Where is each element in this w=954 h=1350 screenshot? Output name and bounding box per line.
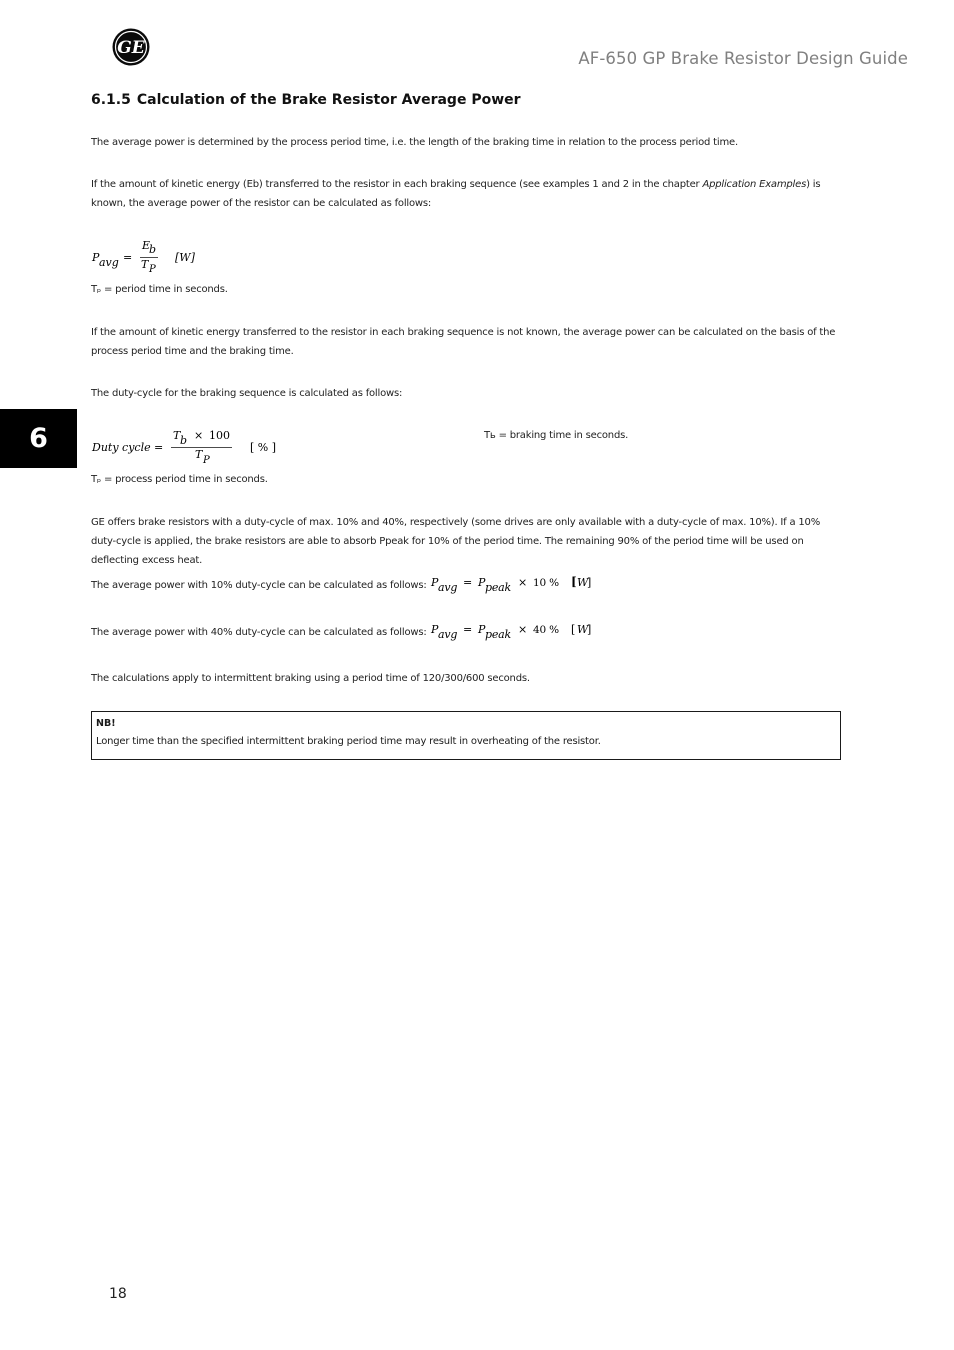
paragraph-intermittent-braking: The calculations apply to intermittent braking using a period time of 120/300/600 seconds. — [91, 673, 530, 684]
eq2-numerator-sub: b — [180, 434, 188, 447]
eq1-lhs: P — [92, 251, 100, 264]
eq3-percent: 10 % — [532, 577, 559, 589]
eq3-lhs: P — [430, 576, 438, 589]
eq4-unit-close: ] — [586, 623, 591, 636]
eq1-denominator: T — [141, 258, 149, 271]
chapter-tab: 6 — [0, 409, 77, 468]
paragraph-kinetic-energy-known — [91, 175, 843, 213]
page-number: 18 — [109, 1286, 127, 1302]
eq3-unit-open: [ — [570, 575, 577, 589]
eq2-unit: [ % ] — [250, 441, 277, 454]
tb-definition: Tь = braking time in seconds. — [484, 430, 629, 441]
eq1-equals: = — [123, 251, 133, 264]
eq4-rhs-sub: peak — [484, 628, 511, 641]
eq4-percent: 40 % — [532, 624, 559, 636]
eq4-lhs-sub: avg — [437, 628, 457, 641]
application-examples-ref: Application Examples — [702, 179, 807, 190]
eq2-denominator-sub: P — [203, 455, 210, 466]
equation-average-power — [91, 238, 211, 276]
paragraph-text: If the amount of kinetic energy (Eb) transferred to the resistor in each braking sequence (see examples 1 and 2 in the chapter — [91, 179, 703, 190]
eq3-unit-w: W — [576, 576, 588, 589]
eq3-rhs-sub: peak — [484, 581, 511, 594]
paragraph-text: The average power with 40% duty-cycle can be calculated as follows: — [91, 626, 427, 638]
eq2-times: × — [194, 429, 204, 442]
eq4-times: × — [517, 623, 527, 636]
eq2-equals: = — [154, 441, 164, 454]
paragraph-average-power: The average power is determined by the process period time, i.e. the length of the braking time in relation to the process period time. — [91, 137, 738, 148]
section-number: 6.1.5 — [91, 92, 131, 108]
paragraph-text: ) is known, the average power of the resistor can be calculated as follows: — [91, 179, 821, 209]
paragraph-text: The average power with 10% duty-cycle can be calculated as follows: — [91, 579, 427, 591]
eq2-denominator: T — [195, 448, 203, 461]
section-title: Calculation of the Brake Resistor Average Power — [136, 92, 521, 108]
eq3-times: × — [517, 576, 527, 589]
ge-logo — [112, 28, 150, 66]
equation-40-percent — [429, 621, 599, 643]
eq4-unit-open: [ — [570, 623, 575, 636]
eq3-rhs: P — [477, 576, 485, 589]
paragraph-ge-brake-resistors: GE offers brake resistors with a duty-cycle of max. 10% and 40%, respectively (some drives are only available with a duty-cycle of max. 10%). If a 10% duty-cycle is applied, the brake resistors are able to absorb Ppeak for 10% of the period time. The remaining 90% of the period time will be used on deflecting excess heat. — [91, 517, 821, 566]
eq3-lhs-sub: avg — [437, 581, 457, 594]
eq4-rhs: P — [477, 623, 485, 636]
eq1-denominator-sub: P — [149, 264, 156, 275]
eq1-numerator-sub: b — [149, 243, 157, 256]
paragraph-duty-cycle-intro: The duty-cycle for the braking sequence is calculated as follows: — [91, 388, 403, 399]
eq1-numerator: E — [142, 239, 151, 252]
eq2-lhs: Duty cycle — [92, 441, 151, 454]
tp-definition-process: Tₚ = process period time in seconds. — [91, 474, 268, 485]
note-text: Longer time than the specified intermittent braking period time may result in overheating of the resistor. — [96, 736, 601, 747]
ge-logo-text: GE — [117, 38, 145, 58]
equation-duty-cycle — [91, 426, 291, 468]
eq4-lhs: P — [430, 623, 438, 636]
eq4-equals: = — [462, 623, 472, 636]
document-title: AF-650 GP Brake Resistor Design Guide — [578, 49, 908, 68]
note-box — [91, 711, 841, 760]
section-heading — [91, 92, 521, 108]
paragraph-kinetic-energy-unknown: If the amount of kinetic energy transferred to the resistor in each braking sequence is not known, the average power can be calculated on the basis of the process period time and the braking time. — [91, 327, 836, 357]
eq4-unit-w: W — [576, 623, 588, 636]
eq3-unit-close: ] — [586, 576, 591, 589]
eq1-unit: [W] — [175, 251, 195, 264]
paragraph-40-percent-duty — [91, 621, 843, 643]
eq1-lhs-sub: avg — [99, 256, 119, 269]
eq2-factor: 100 — [209, 429, 230, 442]
tp-definition-period: Tₚ = period time in seconds. — [91, 284, 228, 295]
paragraph-10-percent-duty — [91, 574, 843, 596]
note-title: NB! — [96, 718, 116, 729]
equation-10-percent — [429, 574, 599, 596]
eq2-numerator: T — [173, 429, 181, 442]
eq3-equals: = — [462, 576, 472, 589]
